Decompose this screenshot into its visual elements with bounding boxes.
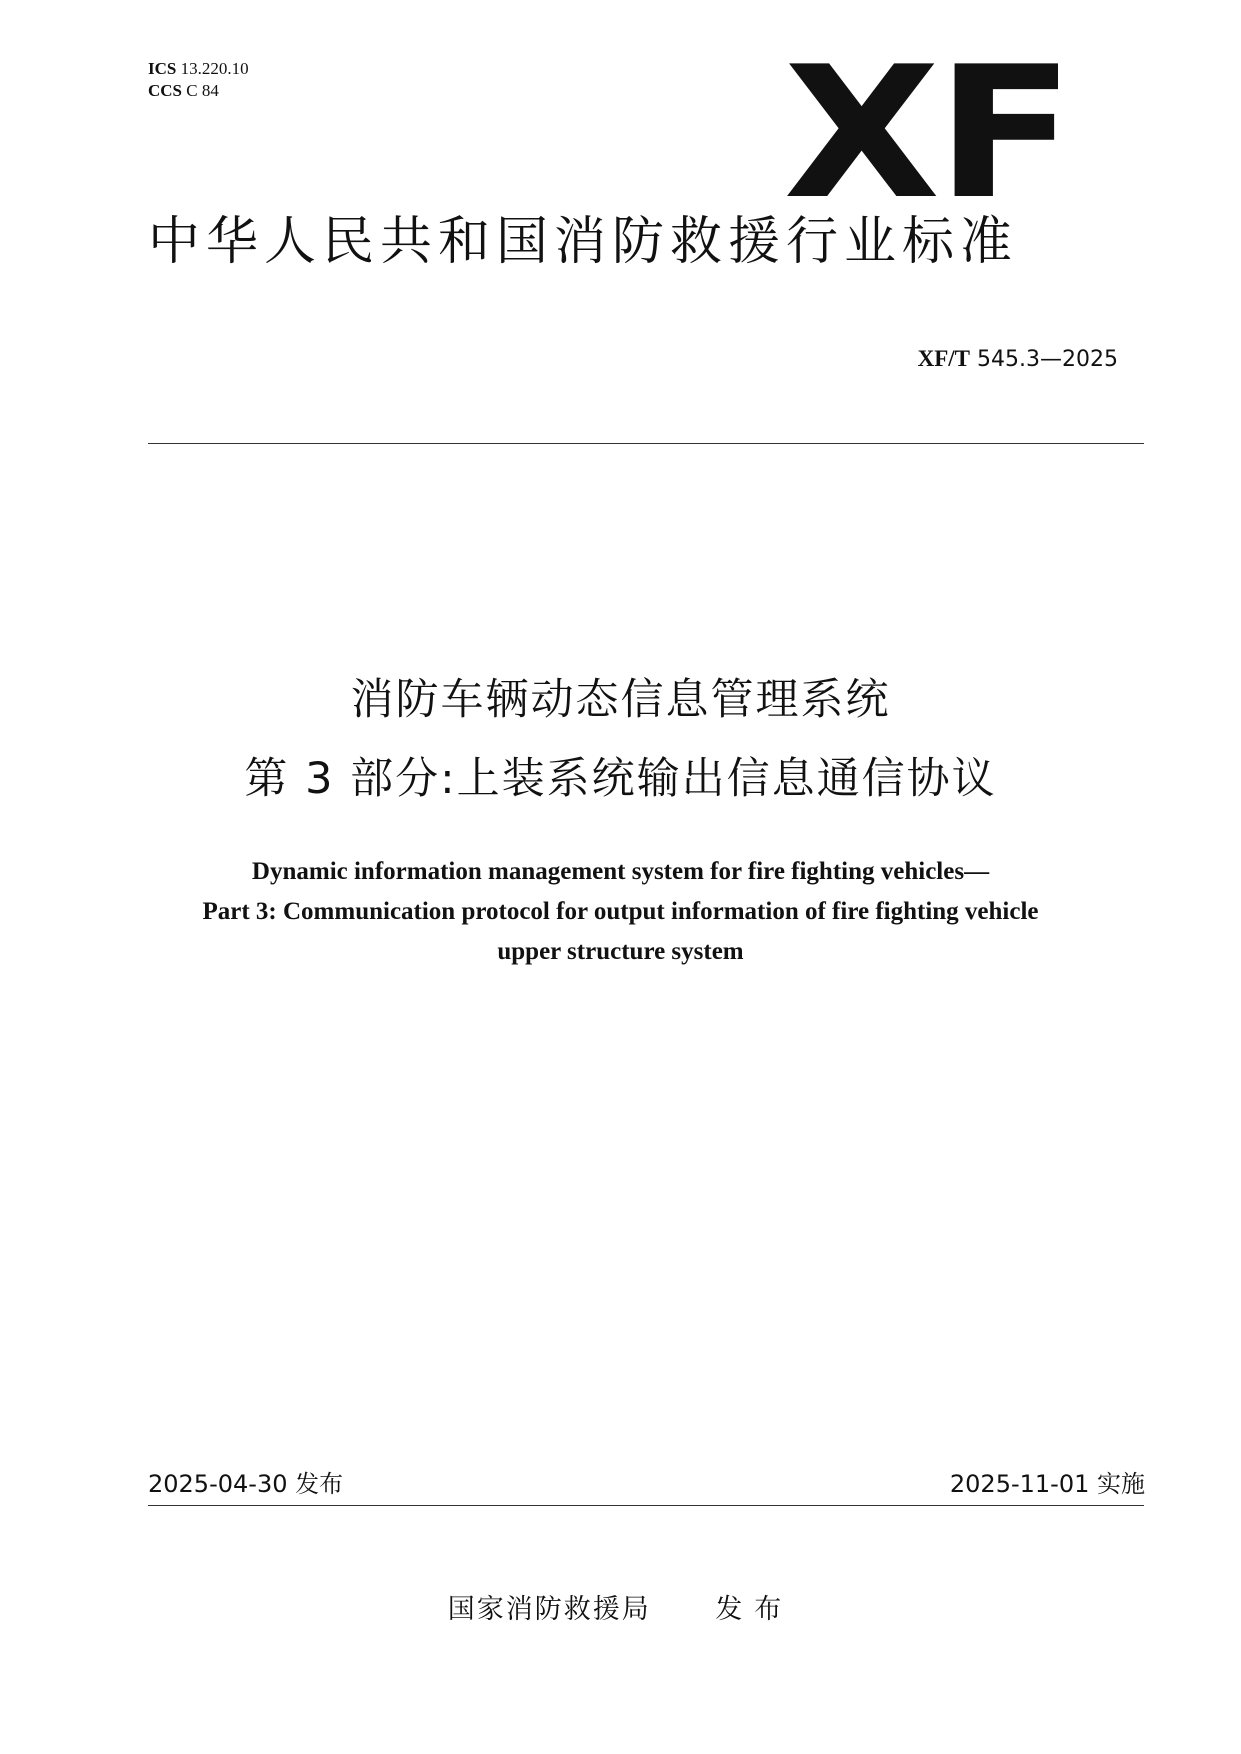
publisher (0, 1592, 1241, 1628)
standard-number-value: 545.3—2025 (977, 347, 1118, 372)
english-title-line-2: Part 3: Communication protocol for output information of fire fighting vehicle (202, 898, 1039, 925)
chinese-title-line-2: 第 3 部分:上装系统输出信息通信协议 (244, 754, 997, 804)
standard-category-title: 中华人民共和国消防救援行业标准 (148, 212, 1019, 272)
ccs-label: CCS (148, 81, 183, 100)
standard-number (918, 345, 1118, 374)
publisher-action: 发布 (715, 1594, 794, 1625)
ccs-code (148, 80, 249, 102)
english-title-line-3: upper structure system (497, 938, 744, 965)
standard-number-prefix: XF/T (917, 346, 971, 371)
xf-logo: XF (783, 27, 1071, 239)
chinese-title-line-1: 消防车辆动态信息管理系统 (350, 675, 891, 725)
implementation-date: 2025-11-01 实施 (949, 1470, 1145, 1498)
ics-value: 13.220.10 (180, 59, 249, 78)
publisher-name: 国家消防救援局 (447, 1594, 651, 1625)
ics-code (148, 58, 249, 80)
english-title-line-1: Dynamic information management system for fire fighting vehicles— (251, 858, 990, 885)
issue-date: 2025-04-30 发布 (148, 1470, 344, 1498)
english-title (0, 852, 1241, 972)
bottom-divider (148, 1505, 1144, 1506)
ccs-value: C 84 (186, 81, 219, 100)
classification-codes (148, 58, 249, 102)
ics-label: ICS (148, 59, 177, 78)
top-divider (148, 443, 1144, 444)
